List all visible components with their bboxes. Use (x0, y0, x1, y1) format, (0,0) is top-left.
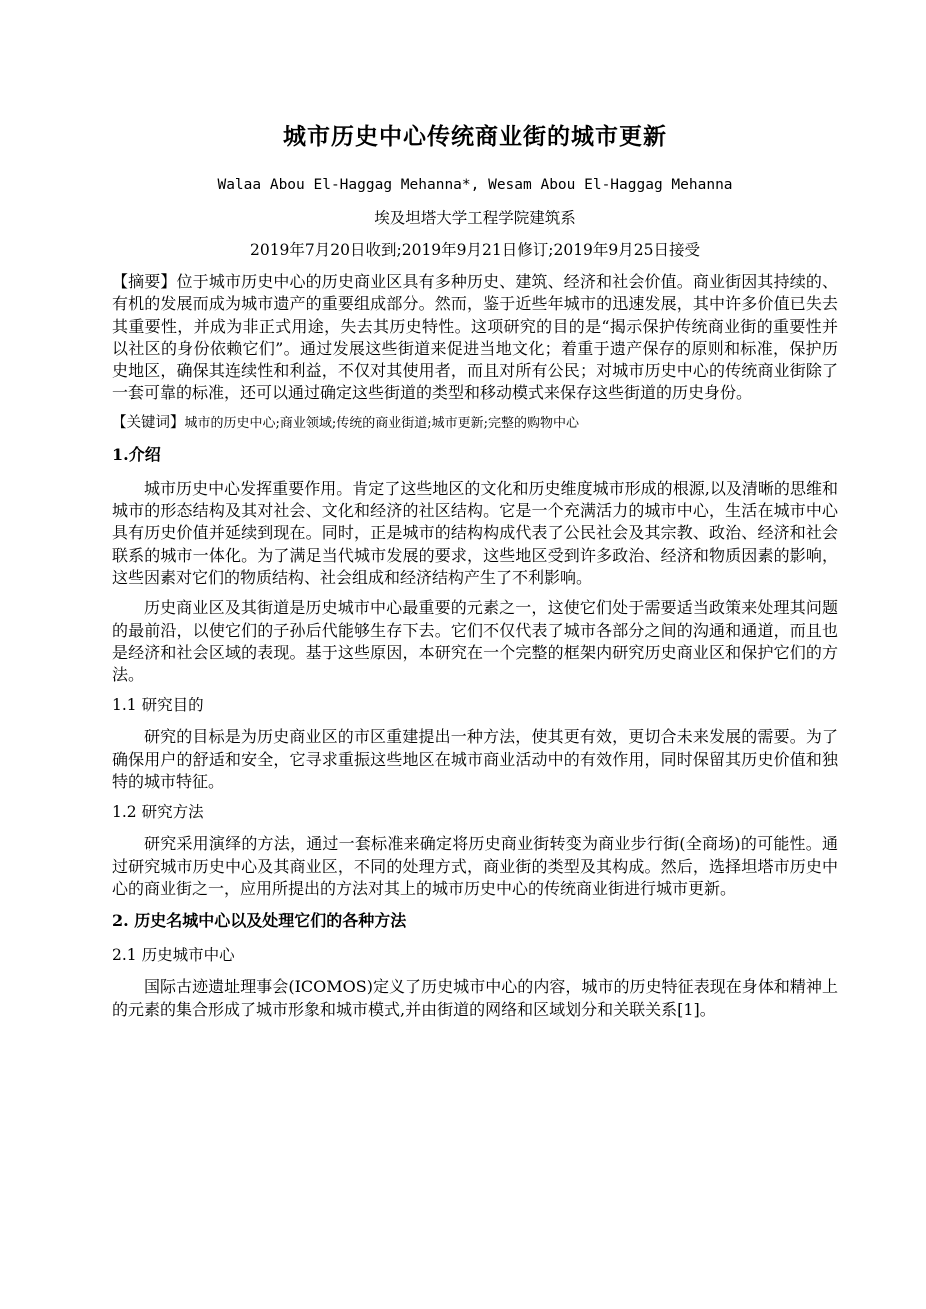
section-2-heading: 2. 历史名城中心以及处理它们的各种方法 (112, 911, 407, 931)
section-1-paragraph-2: 历史商业区及其街道是历史城市中心最重要的元素之一，这使它们处于需要适当政策来处理其问题的最前沿，以使它们的子孙后代能够生存下去。它们不仅代表了城市各部分之间的沟通和通道，而且也是经济和社会区域的表现。基于这些原因，本研究在一个完整的框架内研究历史商业区和保护它们的方法。 (112, 598, 838, 685)
affiliation: 埃及坦塔大学工程学院建筑系 (374, 209, 576, 227)
abstract-text: 位于城市历史中心的历史商业区具有多种历史、建筑、经济和社会价值。商业街因其持续的、有机的发展而成为城市遗产的重要组成部分。然而，鉴于近些年城市的迅速发展，其中许多价值已失去其重要性，并成为非正式用途，失去其历史特性。这项研究的目的是“揭示保护传统商业街的重要性并以社区的身份依赖它们”。通过发展这些街道来促进当地文化；着重于遗产保存的原则和标准，保护历史地区，确保其连续性和利益，不仅对其使用者，而且对所有公民；对城市历史中心的传统商业街除了一套可靠的标准，还可以通过确定这些街道的类型和移动模式来保存这些街道的历史身份。 (112, 272, 838, 403)
author-list: Walaa Abou El-Haggag Mehanna*, Wesam Abou El-Haggag Mehanna (217, 177, 733, 193)
abstract (112, 271, 838, 405)
paper-page (112, 110, 838, 1029)
section-1-1-paragraph: 研究的目标是为历史商业区的市区重建提出一种方法，使其更有效，更切合未来发展的需要。为了确保用户的舒适和安全，它寻求重振这些地区在城市商业活动中的有效作用，同时保留其历史价值和独特的城市特征。 (112, 727, 838, 792)
keywords-label: 【关键词】 (112, 414, 185, 431)
section-1-heading: 1.介绍 (112, 444, 161, 464)
received-dates: 2019年7月20日收到;2019年9月21日修订;2019年9月25日接受 (249, 241, 701, 259)
paper-title: 城市历史中心传统商业街的城市更新 (283, 123, 667, 150)
section-2-1-heading: 2.1 历史城市中心 (112, 946, 235, 965)
section-1-paragraph-1: 城市历史中心发挥重要作用。肯定了这些地区的文化和历史维度城市形成的根源,以及清晰的思维和城市的形态结构及其对社会、文化和经济的社区结构。它是一个充满活力的城市中心，生活在城市中心具有历史价值并延续到现在。同时，正是城市的结构构成代表了公民社会及其宗教、政治、经济和社会联系的城市一体化。为了满足当代城市发展的要求，这些地区受到许多政治、经济和物质因素的影响，这些因素对它们的物质结构、社会组成和经济结构产生了不利影响。 (112, 478, 838, 587)
section-1-2-heading: 1.2 研究方法 (112, 803, 204, 822)
section-1-2-paragraph: 研究采用演绎的方法，通过一套标准来确定将历史商业街转变为商业步行街(全商场)的可能性。通过研究城市历史中心及其商业区，不同的处理方式，商业街的类型及其构成。然后，选择坦塔市历史中心的商业街之一，应用所提出的方法对其上的城市历史中心的传统商业街进行城市更新。 (112, 834, 838, 898)
keywords (112, 413, 838, 434)
keywords-text: 城市的历史中心;商业领域;传统的商业街道;城市更新;完整的购物中心 (184, 415, 580, 431)
section-2-1-paragraph: 国际古迹遗址理事会(ICOMOS)定义了历史城市中心的内容，城市的历史特征表现在身体和精神上的元素的集合形成了城市形象和城市模式,并由街道的网络和区域划分和关联关系[1]。 (112, 977, 838, 1019)
abstract-label: 【摘要】 (112, 272, 177, 291)
section-1-1-heading: 1.1 研究目的 (112, 696, 204, 715)
